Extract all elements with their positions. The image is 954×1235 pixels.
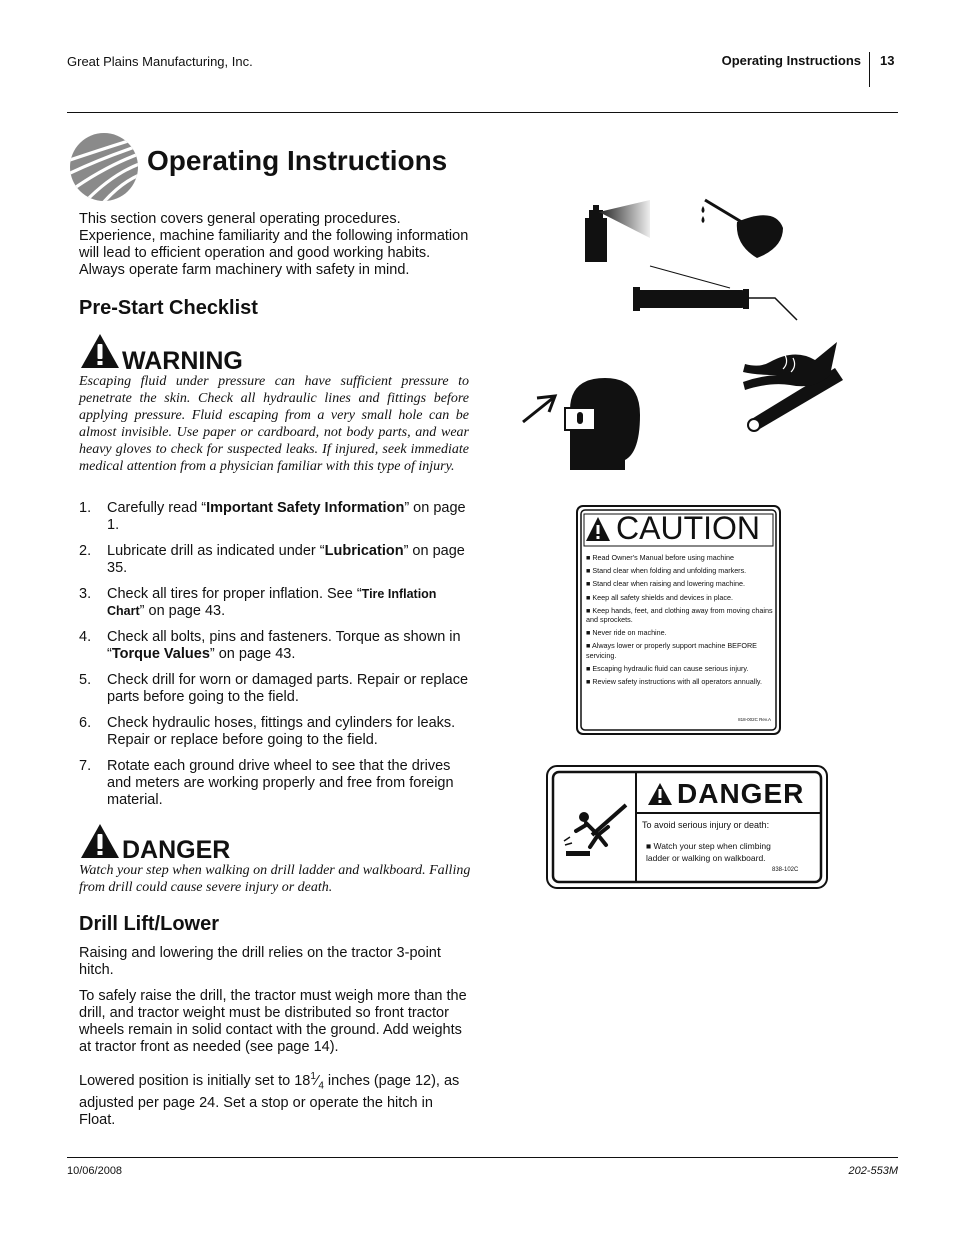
lift-paragraph-2: To safely raise the drill, the tractor must weigh more than the drill, and tractor weight must be distributed so front tractor wheels remain in solid contact with the ground. Add weights at tractor front as needed (see page 14). <box>79 988 467 1055</box>
danger-decal <box>546 765 828 889</box>
caution-item: ■ Always lower or properly support machine BEFORE servicing. <box>586 641 757 660</box>
hydraulic-safety-illustration <box>515 190 845 480</box>
caution-item: ■ Stand clear when folding and unfolding markers. <box>586 566 747 576</box>
field-logo-icon <box>69 132 139 202</box>
footer-doc-number: 202-553M <box>848 1165 898 1177</box>
caution-item: ■ Never ride on machine. <box>586 628 667 638</box>
header-rule <box>67 112 898 113</box>
caution-item: ■ Stand clear when raising and lowering machine. <box>586 579 745 589</box>
warning-signal-word: WARNING <box>122 347 243 375</box>
page-number: 13 <box>880 53 895 68</box>
caution-item: ■ Keep hands, feet, and clothing away from moving chains and sprockets. <box>586 605 773 625</box>
header-divider <box>869 52 870 87</box>
warning-text: Escaping fluid under pressure can have sufficient pressure to penetrate the skin. Check all hydraulic lines and fittings before applying pressure. Fluid escaping from a very small hole can be almost invisible. Use paper or cardboard, not body parts, and wear heavy gloves to check for suspected leaks. If injured, seek immediate medical attention from a physician familiar with this type of injury. <box>79 374 469 474</box>
caution-word: CAUTION <box>616 510 760 546</box>
danger-decal-part-number: 838-102C <box>772 867 799 873</box>
list-item: 7. Rotate each ground drive wheel to see that the drives and meters are working properly and free from foreign material. <box>79 758 454 808</box>
lift-paragraph-1: Raising and lowering the drill relies on the tractor 3-point hitch. <box>79 945 441 978</box>
list-item: 6. Check hydraulic hoses, fittings and cylinders for leaks. Repair or replace before going to the field. <box>79 715 456 748</box>
caution-items <box>586 553 774 686</box>
caution-item: ■ Read Owner's Manual before using machine <box>586 553 734 562</box>
intro-paragraph: This section covers general operating procedures. Experience, machine familiarity and the following information will lead to efficient operation and good working habits. Always operate farm machinery with safety in mind. <box>79 211 469 278</box>
spray-can-icon <box>585 200 650 262</box>
danger-decal-word: DANGER <box>677 778 805 809</box>
danger-signal-word: DANGER <box>122 836 231 864</box>
caution-item: ■ Escaping hydraulic fluid can cause serious injury. <box>586 663 749 673</box>
list-item: 3. Check all tires for proper inflation. See “Tire Inflation Chart” on page 43. <box>79 586 437 619</box>
list-item: 2. Lubricate drill as indicated under “Lubrication” on page 35. <box>79 543 465 576</box>
caution-item: ■ Review safety instructions with all operators annually. <box>586 677 762 687</box>
list-item: 1. Carefully read “Important Safety Information” on page 1. <box>79 500 466 533</box>
danger-text: Watch your step when walking on drill ladder and walkboard. Falling from drill could cause severe injury or death. <box>79 863 471 895</box>
footer-date: 10/06/2008 <box>67 1165 123 1177</box>
oil-can-icon <box>702 200 784 258</box>
list-item: 5. Check drill for worn or damaged parts. Repair or replace parts before going to the field. <box>79 672 469 705</box>
hydraulic-cylinder-icon <box>633 287 797 320</box>
warning-triangle-icon <box>80 333 120 369</box>
prestart-heading: Pre-Start Checklist <box>79 297 258 319</box>
header-section: Operating Instructions <box>721 53 861 68</box>
face-protection-icon <box>523 378 640 470</box>
danger-triangle-icon <box>80 823 120 859</box>
prestart-list <box>79 500 471 818</box>
page-title: Operating Instructions <box>147 145 448 176</box>
caution-part-number: 818-002C Rev.A <box>738 717 771 722</box>
caution-item: ■ Keep all safety shields and devices in place. <box>586 592 733 602</box>
lift-paragraph-3: Lowered position is initially set to $18^1⁄_4$ inches (page 12), as adjusted per page 24. Set a stop or operate the hitch in Float. <box>79 1071 460 1128</box>
lift-heading: Drill Lift/Lower <box>79 913 219 935</box>
caution-decal <box>576 505 781 735</box>
danger-decal-line: To avoid serious injury or death: <box>642 820 770 830</box>
danger-decal-bullet: ■ Watch your step when climbing ladder or walking on walkboard. <box>646 841 771 863</box>
header-company: Great Plains Manufacturing, Inc. <box>67 54 253 69</box>
hand-hose-icon <box>743 342 843 431</box>
list-item: 4. Check all bolts, pins and fasteners. Torque as shown in “Torque Values” on page 43. <box>79 629 461 662</box>
footer-rule <box>67 1157 898 1158</box>
